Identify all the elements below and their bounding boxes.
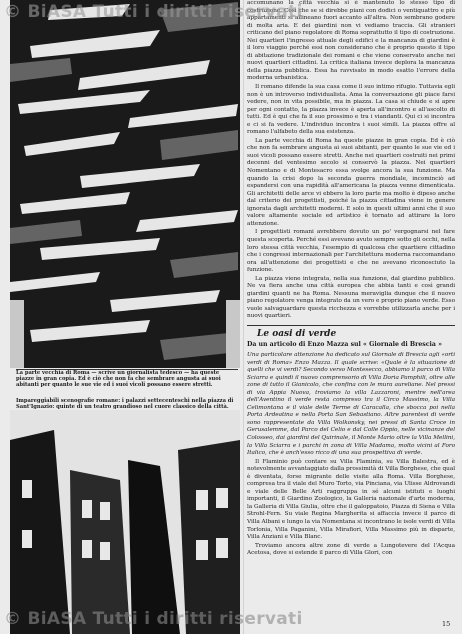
article-paragraph-5: La piazza viene integrata, nella sua funzione, dal giardino pubblico. Ne va fiera anche una città europea che abbia tanti e così grandi giardini quanti ne ha Roma. Nessuna meraviglia dunque che il nuovo piano regolatore venga integrato da un vero e proprio piano verde. Esso vuole salvaguardare questa ricchezza e vorrebbe utilizzarla anche per i nuovi quartieri. [247,275,455,320]
watermark-bottom: © BiASA Tutti i diritti riservati [4,609,303,629]
watermark-top: © BiASA Tutti i diritti riservati [4,2,303,22]
article-paragraph-4: I progettisti romani avrebbero dovuto un po' vergognarsi nel fare questa scoperta. Perché essi avevano avuto sempre sotto gli occhi, nella loro stessa città vecchia, l'esempio di qualcosa che quartiere cittadino che i congressi internazionali per l'architettura moderna raccomandano ora all'attenzione dei progettisti e che ne avevano riconosciuto la funzione. [247,229,455,274]
section-paragraph-1: Una particolare attenzione ha dedicato sul Giornale di Brescia agli «orti verdi di Roma» Enzo Mazza. Il quale scrive: «Quale è la situazione di quelli che vi verdi? Secondo verso Montesecco, abbiamo il parco di Villa Sciarra e quindi il nuovo comprensorio di Villa Doria Pamphili, oltre alle zone di tutto il Gianicolo, che confina con le mura aureliane. Nel pressi di via Appia Nuova, troviamo la villa Lazzaroni, mentre nell'area dell'Aventino il verde resta compreso tra il Circo Massimo, la Villa Celimontana e il viale delle Terme di Caracalla, che sbocca poi nella Porta Ardeatina e nella Porta San Sebastiano. Altre parentesi di verde sono rappresentate da Villa Wolkonsky, nei pressi di Santa Croce in Gerusalemme, dal Parco del Celio e dal Colle Oppio, nelle vicinanze del Colosseo, dai giardini del Quirinale, il Monte Mario oltre la Villa Mellini, la Villa Sciarra e i parchi in zona di Villa Madama, molto vicini al Foro Italico, che è anch'esso ricco di una sua prospettiva di verde. [247,351,455,457]
section-paragraph-2: Il Flaminio può contare su Villa Flaminia, su Villa Balestra, ed è notevolmente avvantaggiato dalla prossimità di Villa Borghese, che qual è diventata, forse migrante delle visite alla Roma. Villa Borghese, compresa tra il viale del Muro Torto, via Pinciana, via Ulisse Aldrovandi e viale delle Belle Arti raggruppa in sé alcuni istituti e luoghi importanti, il Giardino Zoologico, la Galleria nazionale d'arte moderna, la Galleria di Villa Giulia, oltre che il galoppatoio, Piazza di Siena e Villa Strohl-Fern. Su viale Regina Margherita si affaccia invece il parco di Villa Albani e lungo la via Nomentana si incontrano le isole verdi di Villa Torlonia, Villa Paganini, Villa Mirafiori, Villa Massimo più in disparte, Villa Anziani e Villa Blanc. [247,458,455,541]
page-fold [243,0,244,634]
photo-sant-ignazio [10,410,240,634]
article-column [247,0,455,620]
piazza-image [10,410,240,634]
rooftops-image [10,0,240,368]
article-paragraph-2: Il romano difende la sua casa come il suo intimo rifugio. Tuttavia egli non è un introverso individualista. Ama la conversazione gli piace farsi vedere, non in vita possibile, ma in piazza. La casa si chiude e si apre per ogni contatto, la piazza invece è aperta all'incontro e all'ascolto di tutti. Ed è qui che fa il suo prossimo e tra i viandanti. Qui ci si incontra e ci si fa vedere. L'individuo incontra i suoi simili. La piazza offre al romano l'alfabeto della sua esistenza. [247,84,455,136]
caption-sant-ignazio: Impareggiabili scenografie romane: i palazzi settecenteschi nella piazza di Sant'Ignazio: quinte di un teatro grandioso nel cuore classico della città. [16,398,234,411]
section-title: Le oasi di verde [257,328,337,339]
section-paragraph-3: Troviamo ancora altre zone di verde a Lungotevere del l'Acqua Acetosa, dove si estende il parco di Villa Glori, con [247,542,455,557]
article-paragraph-1: accomunano la città vecchia si è mantenuto lo stesso tipo di costruzione. Così che se si direbbe piani con dodici o ventiquattro e più appartamenti si allineano fuori accanto all'altra. Non sembrano godere di molta aria. E dei giardini non vi vediamo traccia. Gli stranieri criticano del piano regolatore di Roma soprattutto il tipo di costruzione. Nei quartieri l'ingresso attuale degli edifici e la mancanza di giardini è il loro viaggio perché essi non considerano che è proprio questo il tipo di abitazione tradizionale dei romani e che viene conservato anche nei nuovi quartieri cittadini. La critica italiana invece deplora la mancanza della piazza pubblica. Essa ha ravvisato in modo esatto l'errore della moderna urbanistica. [247,0,455,82]
section-divider [247,325,455,326]
caption-rooftops: La parte vecchia di Roma — scrive un giornalista tedesco — ha queste piazze in gran copia. Ed è ciò che non fa che sembrare angusta ai suoi abitanti per quanto le sue vie ed i suoi vicoli possano essere stretti. [16,370,238,389]
photo-rome-rooftops [10,0,240,368]
article-paragraph-3: La parte vecchia di Roma ha queste piazze in gran copia. Ed è ciò che non fa sembrare angusta ai suoi abitanti, per quanto le sue vie ed i suoi vicoli possano essere stretti. Anche nei quartieri costruiti nei primi decenni del ventesimo secolo si conservò la piazza. Nei quartieri Nomentano e di Montesacro essa svolge ancora la sua funzione. Ma quando la crisi dopo la seconda guerra mondiale, incominciò ad espandersi con una rapidità all'americana la piazza venne dimenticata. Gli architetti delle arce vi ebbero la loro parte ma molto è dipeso anche dal criterio dei progettisti, poiché la piazza cittadina viene in genere ignorata dagli architetti moderni. E solo in questi ultimi anni che il suo valore altamente sociale ed artistico è tornato ad attirare la loro attenzione. [247,137,455,227]
page-number: 15 [442,620,451,628]
section-subtitle: Da un articolo di Enzo Mazza sul « Giornale di Brescia » [247,340,442,348]
